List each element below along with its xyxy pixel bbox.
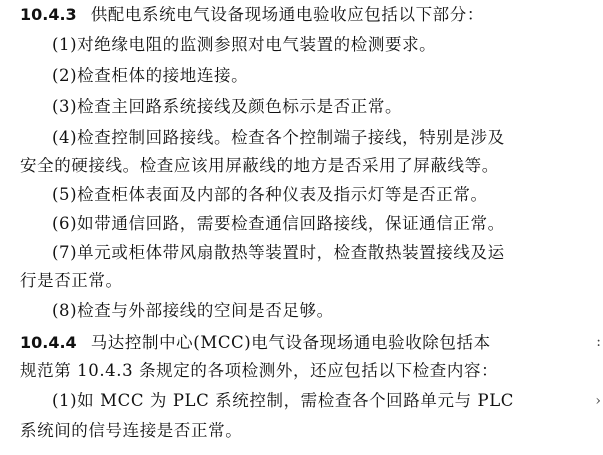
clause-10-4-3-item-4-cont: 安全的硬接线。检查应该用屏蔽线的地方是否采用了屏蔽线等。 xyxy=(20,156,499,175)
scan-edge-mark: : xyxy=(596,334,601,350)
clause-10-4-3-item-8: (8)检查与外部接线的空间是否足够。 xyxy=(52,301,334,320)
clause-title: 供配电系统电气设备现场通电验收应包括以下部分： xyxy=(90,5,484,24)
clause-number: 10.4.4 xyxy=(20,333,77,352)
clause-10-4-4-item-1: (1)如 MCC 为 PLC 系统控制，需检查各个回路单元与 PLC xyxy=(52,391,515,410)
clause-10-4-3-item-5: (5)检查柜体表面及内部的各种仪表及指示灯等是否正常。 xyxy=(52,185,488,204)
clause-10-4-3-item-3: (3)检查主回路系统接线及颜色标示是否正常。 xyxy=(52,97,403,116)
clause-10-4-4-item-1-cont: 系统间的信号连接是否正常。 xyxy=(20,421,243,440)
clause-10-4-4-line-1: 规范第 10.4.3 条规定的各项检测外，还应包括以下检查内容： xyxy=(20,361,499,380)
clause-10-4-3-item-7-cont: 行是否正常。 xyxy=(20,271,123,290)
clause-10-4-4-heading xyxy=(20,332,491,354)
clause-title: 马达控制中心(MCC)电气设备现场通电验收除包括本 xyxy=(90,333,491,352)
clause-10-4-3-heading xyxy=(20,4,484,26)
clause-number: 10.4.3 xyxy=(20,5,77,24)
scan-edge-mark: › xyxy=(595,393,601,409)
clause-10-4-3-item-2: (2)检查柜体的接地连接。 xyxy=(52,66,249,85)
clause-10-4-3-item-7: (7)单元或柜体带风扇散热等装置时，检查散热装置接线及运 xyxy=(52,243,505,262)
clause-10-4-3-item-6: (6)如带通信回路，需要检查通信回路接线，保证通信正常。 xyxy=(52,214,505,233)
clause-10-4-3-item-4: (4)检查控制回路接线。检查各个控制端子接线，特别是涉及 xyxy=(52,128,505,147)
clause-10-4-3-item-1: (1)对绝缘电阻的监测参照对电气装置的检测要求。 xyxy=(52,35,437,54)
